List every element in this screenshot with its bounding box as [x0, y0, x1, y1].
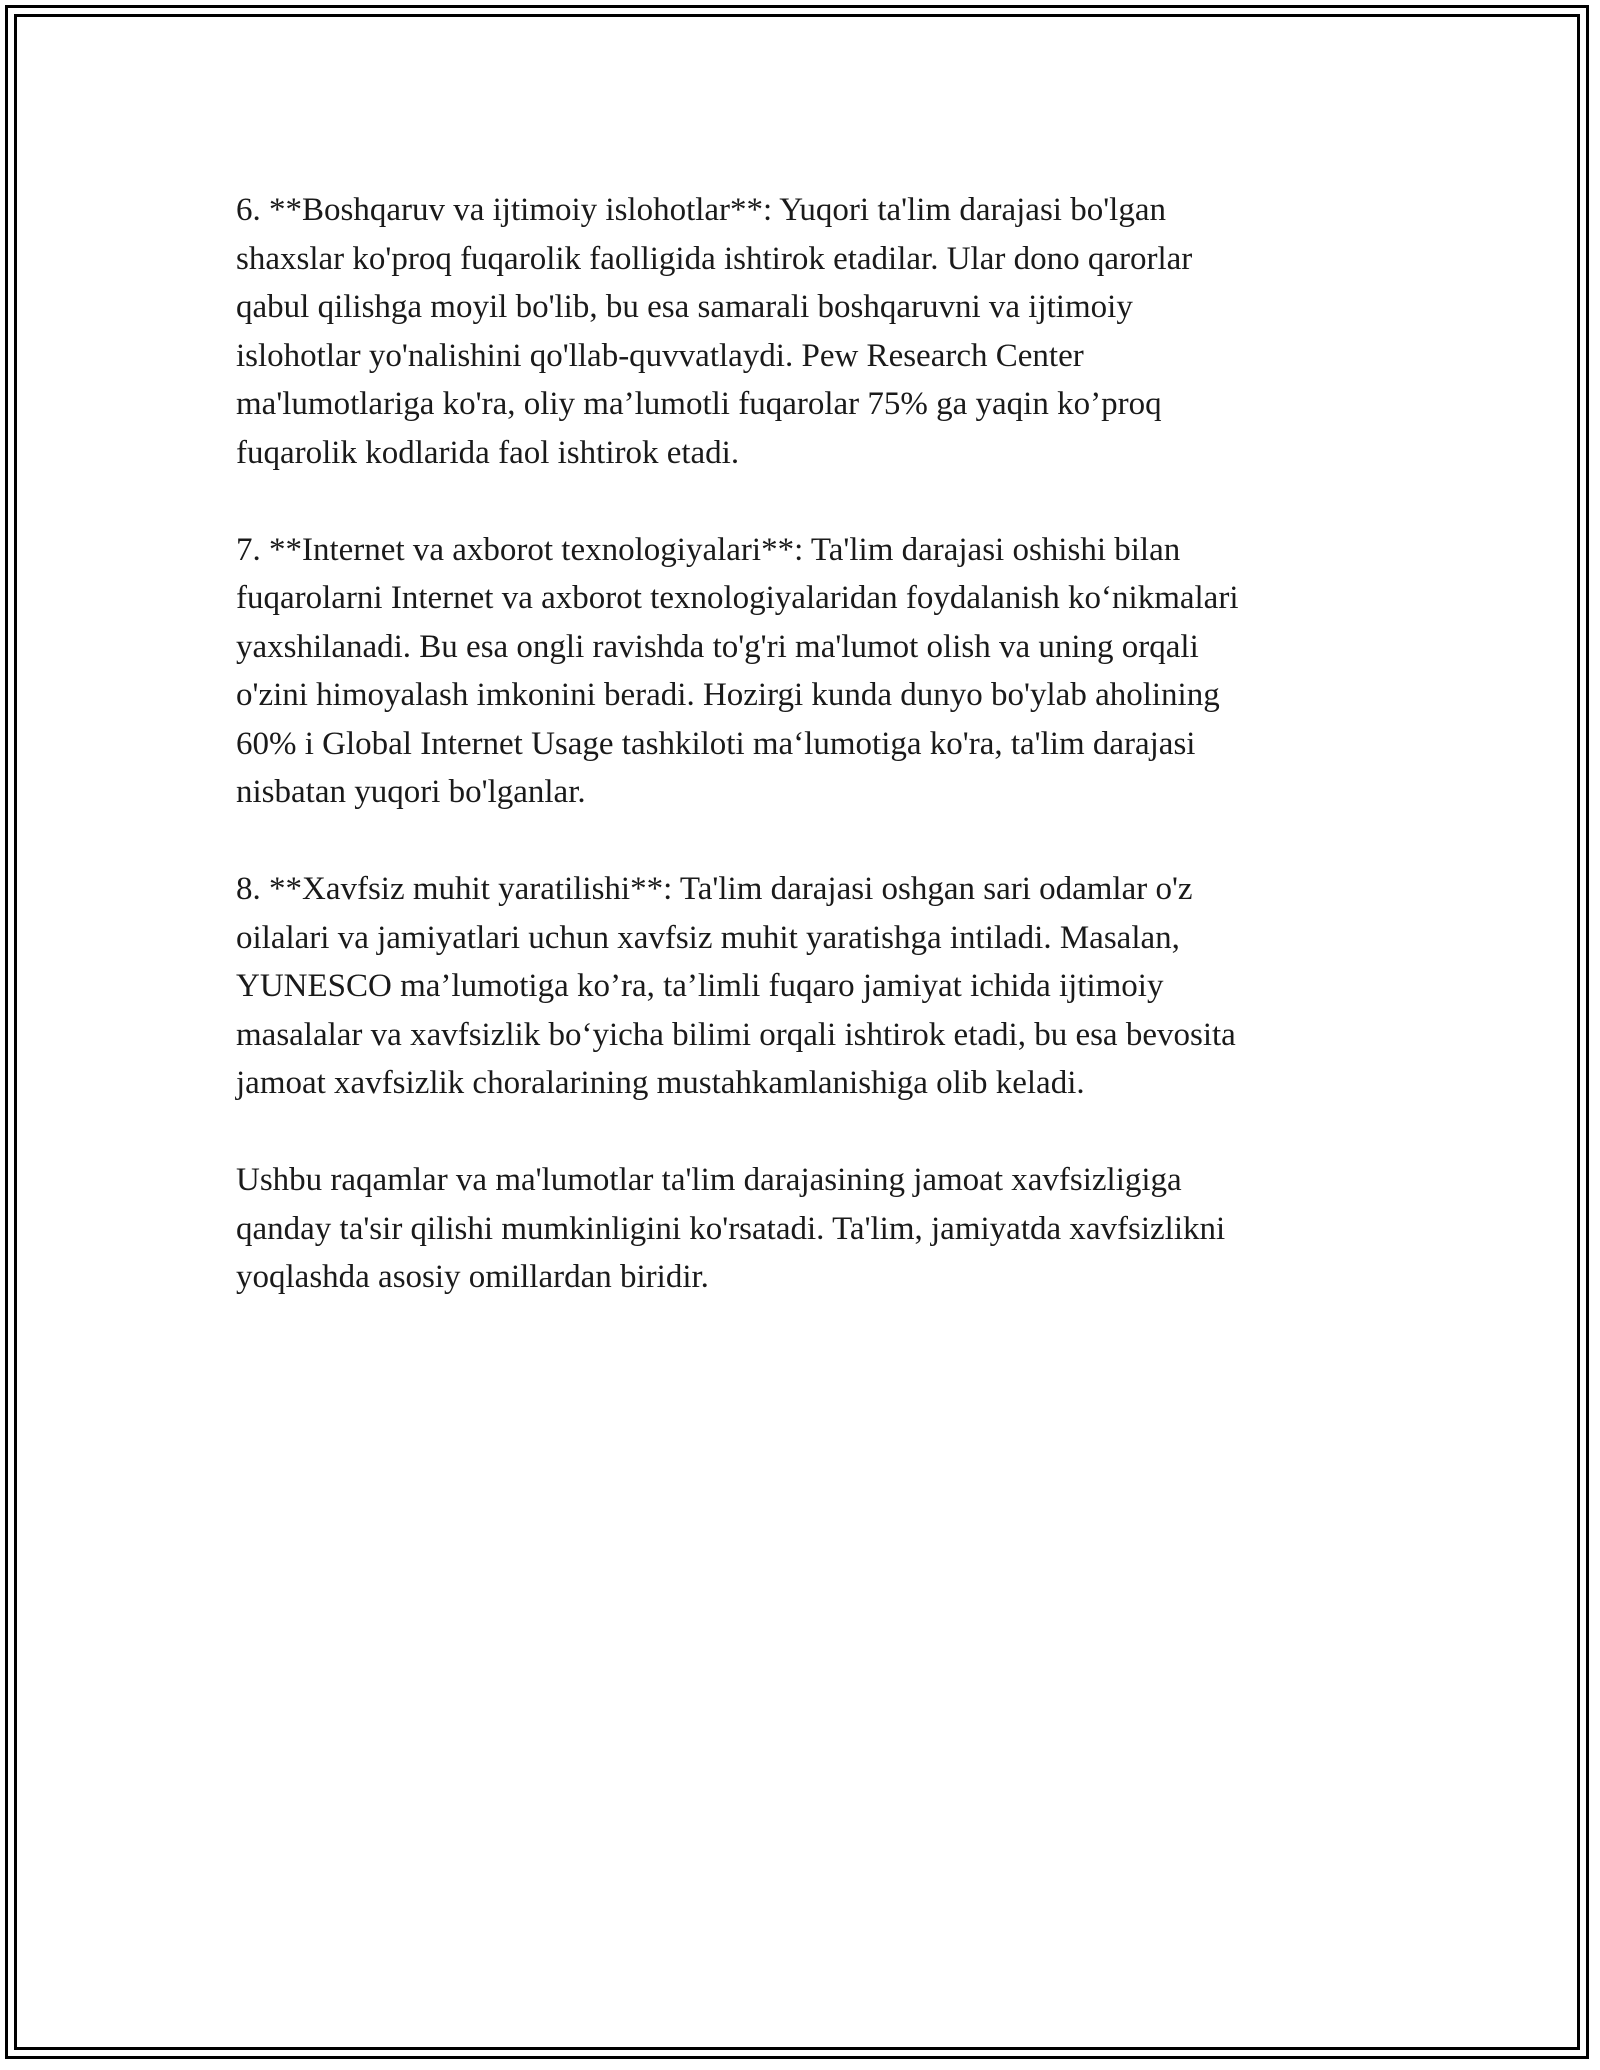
document-body [236, 186, 1364, 1350]
paragraph-safe-environment: 8. **Xavfsiz muhit yaratilishi**: Ta'lim darajasi oshgan sari odamlar o'z oilalari va jamiyatlari uchun xavfsiz muhit yaratishga intiladi. Masalan, YUNESCO ma’lumotiga ko’ra, ta’limli fuqaro jamiyat ichida ijtimoiy masalalar va xavfsizlik bo‘yicha bilimi orqali ishtirok etadi, bu esa bevosita jamoat xavfsizlik choralarining mustahkamlanishiga olib keladi. [236, 871, 1236, 1101]
paragraph-governance: 6. **Boshqaruv va ijtimoiy islohotlar**: Yuqori ta'lim darajasi bo'lgan shaxslar ko'proq fuqarolik faolligida ishtirok etadilar. Ular dono qarorlar qabul qilishga moyil bo'lib, bu esa samarali boshqaruvni va ijtimoiy islohotlar yo'nalishini qo'llab-quvvatlaydi. Pew Research Center ma'lumotlariga ko'ra, oliy ma’lumotli fuqarolar 75% ga yaqin ko’proq fuqarolik kodlarida faol ishtirok etadi. [236, 192, 1193, 471]
paragraph-conclusion: Ushbu raqamlar va ma'lumotlar ta'lim darajasining jamoat xavfsizligiga qanday ta'sir qilishi mumkinligini ko'rsatadi. Ta'lim, jamiyatda xavfsizlikni yoqlashda asosiy omillardan biridir. [236, 1162, 1226, 1295]
paragraph-internet: 7. **Internet va axborot texnologiyalari**: Ta'lim darajasi oshishi bilan fuqarolarni Internet va axborot texnologiyalaridan foydalanish ko‘nikmalari yaxshilanadi. Bu esa ongli ravishda to'g'ri ma'lumot olish va uning orqali o'zini himoyalash imkonini beradi. Hozirgi kunda dunyo bo'ylab aholining 60% i Global Internet Usage tashkiloti ma‘lumotiga ko'ra, ta'lim darajasi nisbatan yuqori bo'lganlar. [236, 531, 1239, 810]
